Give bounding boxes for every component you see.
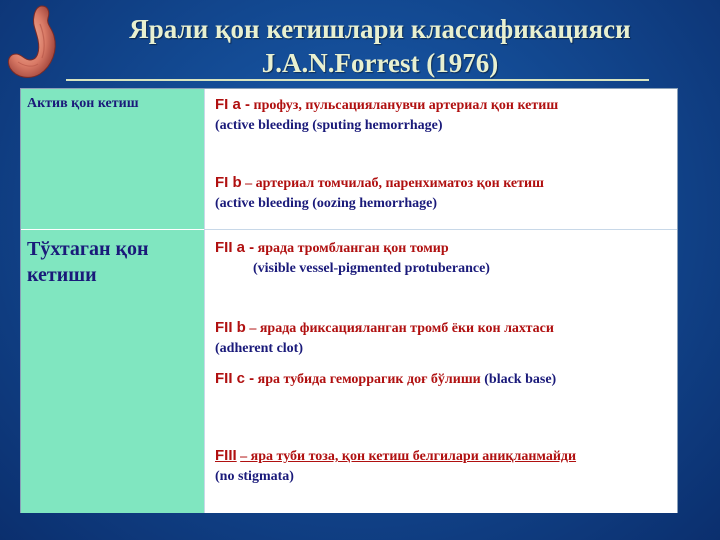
desc-fiii: – яра туби тоза, қон кетиш белгилари аниқланмайди	[240, 449, 577, 464]
desc-fia: профуз, пульсацияланувчи артериал қон кетиш	[253, 98, 559, 113]
entry-fiii	[215, 446, 685, 487]
category-cell-active	[21, 89, 204, 229]
title-underline	[66, 79, 649, 81]
code-fia: FI a -	[215, 96, 251, 113]
eng-fiia: (visible vessel-pigmented protuberance)	[253, 261, 490, 276]
eng-fia: (active bleeding (sputing hemorrhage)	[215, 118, 443, 133]
entry-fib	[215, 173, 685, 214]
category-cell-stopped	[21, 229, 204, 513]
code-fib: FI b	[215, 174, 242, 191]
desc-fiia: ярада тромбланган қон томир	[257, 241, 449, 256]
eng-fiib: (adherent clot)	[215, 341, 303, 356]
code-fiib: FII b	[215, 319, 246, 336]
eng-fiii: (no stigmata)	[215, 469, 294, 484]
title-line-2: J.A.N.Forrest (1976)	[261, 48, 499, 78]
entries-cell-stopped	[204, 229, 677, 513]
entries-cell-active	[204, 89, 677, 229]
desc-fiic: яра тубида геморрагик доғ бўлиши	[257, 372, 481, 387]
code-fiic: FII c -	[215, 370, 255, 387]
code-fiii: FIII	[215, 447, 237, 464]
desc-fib: – артериал томчилаб, паренхиматоз қон кетиш	[245, 176, 544, 191]
code-fiia: FII a -	[215, 239, 255, 256]
entry-fiic	[215, 369, 685, 390]
entry-fiia	[215, 238, 685, 279]
category-label-stopped: Тўхтаган қон кетиши	[27, 238, 149, 286]
eng-fiic: (black base)	[484, 372, 557, 387]
entry-fiib	[215, 318, 685, 359]
slide-title	[70, 12, 690, 80]
stomach-icon	[2, 4, 72, 80]
entry-fia	[215, 95, 685, 136]
desc-fiib: – ярада фиксацияланган тромб ёки кон лахтаси	[249, 321, 554, 336]
classification-table	[20, 88, 678, 513]
eng-fib: (active bleeding (oozing hemorrhage)	[215, 196, 438, 211]
title-line-1: Ярали қон кетишлари классификацияси	[129, 14, 631, 44]
category-label-active: Актив қон кетиш	[27, 96, 139, 111]
